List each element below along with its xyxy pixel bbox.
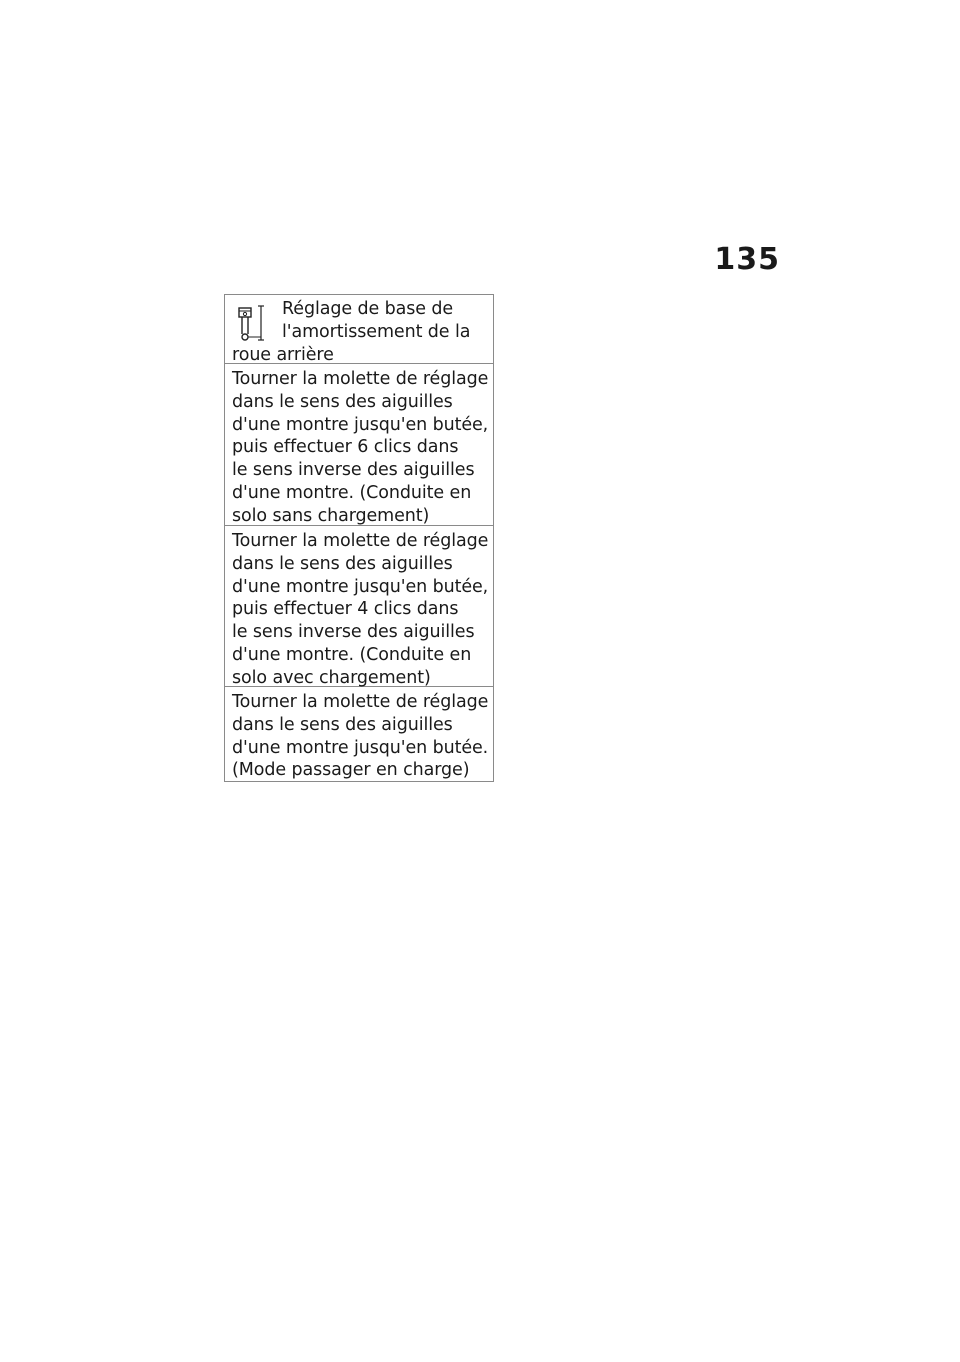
header-title-line: Réglage de base de (282, 299, 454, 319)
setting-solo-no-load (225, 364, 493, 526)
suspension-shock-icon (237, 305, 267, 341)
setting-text-line: le sens inverse des aiguilles (232, 622, 475, 643)
setting-text-line: dans le sens des aiguilles (232, 553, 453, 574)
setting-text-line: d'une montre jusqu'en butée, (232, 414, 489, 435)
setting-text-line: solo avec chargement) (232, 667, 431, 688)
header-title-line: roue arrière (232, 345, 334, 365)
page-number: 135 (714, 242, 780, 277)
setting-solo-with-load (225, 526, 493, 687)
header-title-line: l'amortissement de la (282, 322, 471, 342)
setting-passenger-loaded (225, 687, 493, 782)
setting-text-line: d'une montre. (Conduite en (232, 644, 472, 665)
setting-text-line: (Mode passager en charge) (232, 760, 470, 781)
setting-text-line: dans le sens des aiguilles (232, 391, 453, 412)
table-header (225, 295, 493, 364)
setting-text-line: d'une montre jusqu'en butée, (232, 576, 489, 597)
setting-text-line: puis effectuer 6 clics dans (232, 437, 459, 458)
setting-text-line: le sens inverse des aiguilles (232, 460, 475, 481)
setting-text-line: solo sans chargement) (232, 505, 430, 526)
setting-text-line: Tourner la molette de réglage (232, 369, 489, 389)
setting-text-line: d'une montre. (Conduite en (232, 482, 472, 503)
setting-text-line: puis effectuer 4 clics dans (232, 599, 459, 620)
setting-text-line: dans le sens des aiguilles (232, 714, 453, 735)
setting-text-line: Tourner la molette de réglage (232, 692, 489, 712)
setting-text-line: d'une montre jusqu'en butée. (232, 737, 489, 758)
specification-table (224, 294, 494, 782)
setting-text-line: Tourner la molette de réglage (232, 531, 489, 551)
